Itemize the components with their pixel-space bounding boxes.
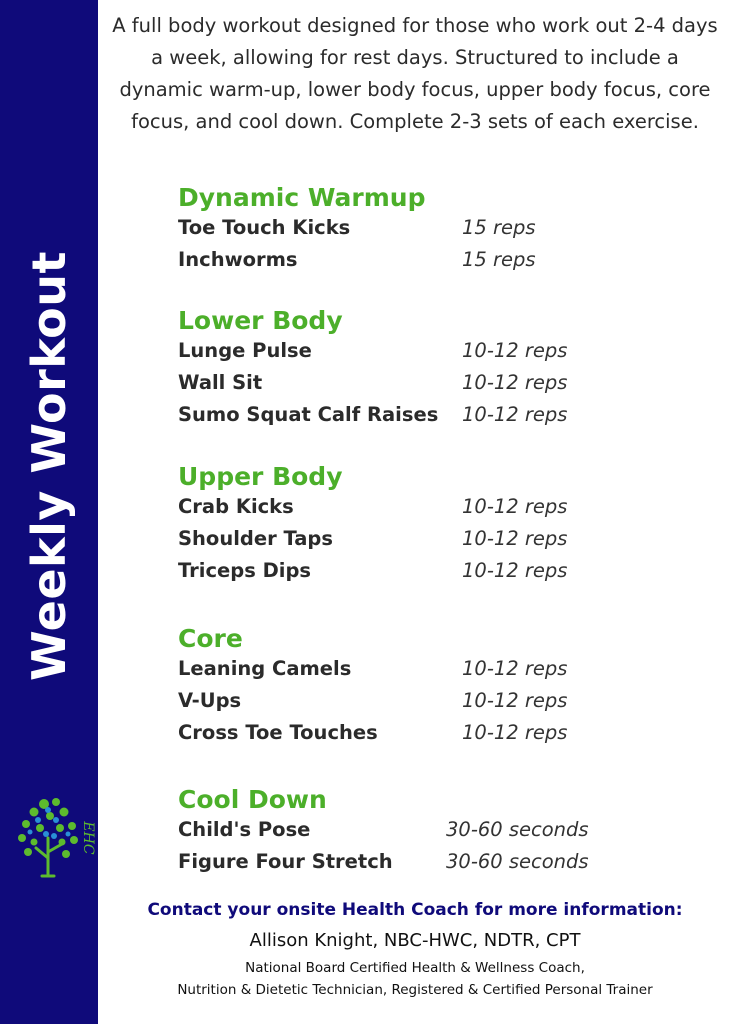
exercise-name: Crab Kicks: [178, 495, 294, 518]
exercise-reps: 10-12 reps: [462, 559, 568, 582]
exercise-reps: 10-12 reps: [462, 689, 568, 712]
credentials-line-2: Nutrition & Dietetic Technician, Registered & Certified Personal Trainer: [177, 982, 653, 998]
exercise-reps: 10-12 reps: [462, 403, 568, 426]
sidebar: [0, 0, 98, 1024]
ehc-tree-logo-icon: [6, 788, 96, 884]
exercise-name: Shoulder Taps: [178, 527, 333, 550]
logo-text: EHC: [80, 821, 96, 855]
exercise-name: Leaning Camels: [178, 657, 352, 680]
section-title-lower-body: Lower Body: [178, 306, 343, 335]
exercise-reps: 10-12 reps: [462, 657, 568, 680]
coach-name: Allison Knight, NBC-HWC, NDTR, CPT: [249, 930, 581, 951]
contact-heading: Contact your onsite Health Coach for more information:: [147, 900, 683, 920]
exercise-reps: 15 reps: [462, 216, 536, 239]
section-title-core: Core: [178, 624, 243, 653]
exercise-name: Figure Four Stretch: [178, 850, 393, 873]
exercise-name: Toe Touch Kicks: [178, 216, 351, 239]
exercise-reps: 30-60 seconds: [446, 850, 589, 873]
section-title-upper-body: Upper Body: [178, 462, 343, 491]
exercise-name: Sumo Squat Calf Raises: [178, 403, 439, 426]
exercise-reps: 10-12 reps: [462, 495, 568, 518]
exercise-reps: 10-12 reps: [462, 721, 568, 744]
section-title-dynamic-warmup: Dynamic Warmup: [178, 183, 426, 212]
exercise-name: V-Ups: [178, 689, 242, 712]
exercise-reps: 10-12 reps: [462, 339, 568, 362]
exercise-reps: 15 reps: [462, 248, 536, 271]
intro-text: A full body workout designed for those who work out 2-4 days a week, allowing for rest days. Structured to include a dynamic warm-up, lower body focus, upper body focus, core focus, and cool down. Complete 2-3 sets of each exercise.: [112, 14, 718, 133]
exercise-name: Wall Sit: [178, 371, 263, 394]
exercise-name: Triceps Dips: [178, 559, 312, 582]
sidebar-title: Weekly Workout: [22, 251, 76, 681]
exercise-reps: 10-12 reps: [462, 371, 568, 394]
exercise-name: Inchworms: [178, 248, 298, 271]
exercise-reps: 30-60 seconds: [446, 818, 589, 841]
exercise-name: Lunge Pulse: [178, 339, 312, 362]
exercise-name: Child's Pose: [178, 818, 311, 841]
section-title-cool-down: Cool Down: [178, 785, 327, 814]
exercise-name: Cross Toe Touches: [178, 721, 378, 744]
credentials-line-1: National Board Certified Health & Wellness Coach,: [245, 960, 585, 976]
exercise-reps: 10-12 reps: [462, 527, 568, 550]
